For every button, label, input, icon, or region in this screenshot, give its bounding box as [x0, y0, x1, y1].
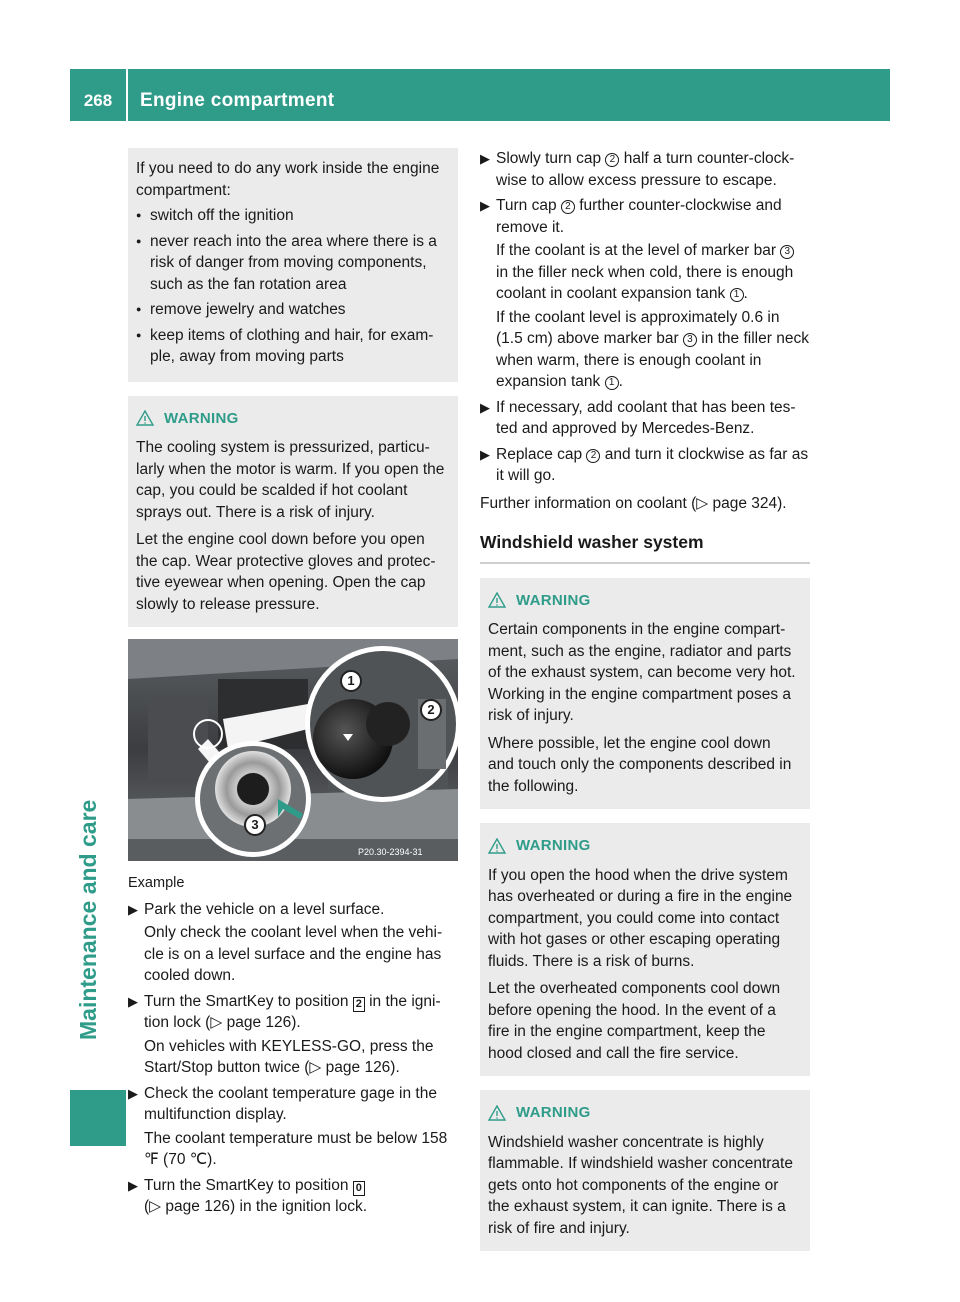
page-link[interactable]: page 126). — [325, 1059, 400, 1076]
warning-text: If you open the hood when the drive system has overheated or during a fire in the engine compartment, you could come into contact with hot gases or other escaping operating fluids. There is a risk of burns. — [488, 866, 793, 970]
step-note: The coolant temperature must be below 158 ℉ (70 ℃). — [144, 1129, 448, 1168]
step-text: Check the coolant temperature gage in the multifunction display. — [144, 1084, 437, 1123]
list-item: ● switch off the ignition — [136, 205, 448, 227]
list-item — [480, 397, 810, 440]
callout-2: 2 — [420, 699, 442, 721]
step-note: On vehicles with KEYLESS-GO, press the Start/Stop button twice (▷ page 126). — [144, 1037, 434, 1076]
page-ref-triangle-icon: ▷ — [309, 1059, 322, 1076]
step-arrow-icon: ▶ — [480, 399, 490, 415]
callout-1: 1 — [340, 670, 362, 692]
page-ref-triangle-icon: ▷ — [696, 494, 709, 512]
warning-heading — [136, 408, 448, 430]
warning-title: WARNING — [516, 591, 591, 609]
list-item — [480, 195, 810, 393]
step-text: Turn cap 2 further counter-clockwise and remove it. — [496, 197, 782, 236]
page-link[interactable]: page 126). — [226, 1014, 301, 1031]
step-note: Only check the coolant level when the vehi- cle is on a level surface and the engine has cooled down. — [144, 924, 443, 984]
page-ref-triangle-icon: ▷ — [149, 1198, 162, 1215]
warning-text: Certain components in the engine compart- ment, such as the engine, radiator and parts of the exhaust system, can become very hot. Working in the engine compartment poses a risk of injury. — [488, 621, 796, 724]
section-heading: Windshield washer system — [480, 532, 810, 564]
warning-triangle-icon — [136, 410, 154, 426]
left-steps — [128, 899, 458, 1218]
step-arrow-icon: ▶ — [480, 151, 490, 166]
list-item — [128, 991, 458, 1079]
warning-title: WARNING — [516, 1104, 591, 1121]
further-info: Further information on coolant (▷ page 324). — [480, 494, 787, 512]
intro-box — [128, 148, 458, 382]
warning-box-hot-components — [480, 578, 810, 810]
step-note: If the coolant is at the level of marker bar 3 in the filler neck when cold, there is enough coolant in coolant expansion tank 1 . — [496, 242, 794, 302]
list-item — [128, 899, 458, 987]
step-arrow-icon: ▶ — [128, 901, 138, 917]
step-arrow-icon: ▶ — [128, 993, 138, 1009]
warning-text: Windshield washer concentrate is highly flammable. If windshield washer concentrate gets onto hot components of the engine or the exhaust system, it can ignite. There is a risk of fire and injury. — [488, 1133, 793, 1237]
list-item — [480, 148, 810, 191]
side-tab-marker — [70, 1090, 126, 1146]
callout-3: 3 — [244, 814, 266, 836]
warning-triangle-icon — [488, 1105, 506, 1121]
warning-text: The cooling system is pressurized, particu- larly when the motor is warm. If you open the cap, you could be scalded if hot coolant sprays out. There is a risk of injury. — [136, 439, 445, 521]
callout-ref: 2 — [561, 200, 575, 214]
warning-triangle-icon — [488, 838, 506, 854]
intro-bullets — [136, 205, 448, 368]
list-item — [128, 1083, 458, 1171]
side-tab-label: Maintenance and care — [75, 799, 101, 1040]
step-text: Turn the SmartKey to position 2 in the igni- tion lock (▷ page 126). — [144, 992, 441, 1031]
step-text: Replace cap 2 and turn it clockwise as far as it will go. — [496, 445, 809, 484]
intro-lead: If you need to do any work inside the engine compartment: — [136, 160, 440, 199]
step-arrow-icon: ▶ — [128, 1085, 138, 1101]
warning-text: Where possible, let the engine cool down and touch only the components described in the following. — [488, 734, 792, 795]
header-divider — [126, 69, 128, 121]
figure-caption: Example — [128, 875, 185, 891]
callout-ref: 1 — [605, 376, 619, 390]
list-item — [480, 444, 810, 487]
callout-ref: 3 — [683, 333, 697, 347]
warning-text: Let the overheated components cool down before opening the hood. In the event of a fire in the engine compartment, keep the hood closed and call the fire service. — [488, 980, 781, 1062]
warning-triangle-icon — [488, 592, 506, 608]
page-link[interactable]: page 126) in the ignition lock. — [165, 1198, 368, 1215]
list-item: ● never reach into the area where there is a risk of danger from moving components, such as the fan rotation area — [136, 231, 448, 296]
step-arrow-icon: ▶ — [128, 1177, 138, 1193]
warning-heading — [488, 1102, 800, 1124]
page-ref-triangle-icon: ▷ — [210, 1014, 223, 1031]
key-position-icon: 0 — [353, 1181, 365, 1196]
page-title: Engine compartment — [140, 90, 335, 111]
right-column — [480, 148, 810, 1251]
callout-ref: 1 — [730, 288, 744, 302]
step-text: Slowly turn cap 2 half a turn counter-clock- wise to allow excess pressure to escape. — [496, 150, 795, 189]
figure-code: P20.30-2394-31 — [358, 847, 423, 857]
callout-ref: 2 — [605, 153, 619, 167]
engine-compartment-figure — [128, 639, 458, 861]
warning-box-washer-concentrate — [480, 1090, 810, 1251]
list-item: ● remove jewelry and watches — [136, 299, 448, 321]
step-text: Park the vehicle on a level surface. — [144, 900, 385, 918]
warning-heading — [488, 590, 800, 612]
warning-box-overheated — [480, 823, 810, 1076]
step-arrow-icon: ▶ — [480, 198, 490, 213]
page-link[interactable]: page 324). — [712, 494, 787, 512]
page-number: 268 — [83, 91, 113, 110]
step-text: If necessary, add coolant that has been tes- ted and approved by Mercedes-Benz. — [496, 398, 796, 437]
step-text: Turn the SmartKey to position 0 (▷ page 126) in the ignition lock. — [144, 1176, 368, 1215]
list-item — [128, 1175, 458, 1218]
warning-title: WARNING — [516, 837, 591, 854]
warning-title: WARNING — [164, 409, 239, 427]
step-arrow-icon: ▶ — [480, 446, 490, 462]
left-column — [128, 148, 458, 1222]
right-steps — [480, 148, 810, 487]
warning-box-cooling — [128, 396, 458, 628]
list-item: ● keep items of clothing and hair, for exam- ple, away from moving parts — [136, 325, 448, 368]
key-position-icon: 2 — [353, 997, 365, 1012]
warning-heading — [488, 835, 800, 857]
callout-ref: 2 — [586, 449, 600, 463]
engine-photo — [128, 639, 458, 861]
callout-ref: 3 — [780, 245, 794, 259]
step-note: If the coolant level is approximately 0.6 in (1.5 cm) above marker bar 3 in the filler neck when warm, there is enough coolant in expansion tank 1 . — [496, 308, 809, 390]
warning-text: Let the engine cool down before you open the cap. Wear protective gloves and protec- tive eyewear when opening. Open the cap slowly to release pressure. — [136, 531, 436, 613]
